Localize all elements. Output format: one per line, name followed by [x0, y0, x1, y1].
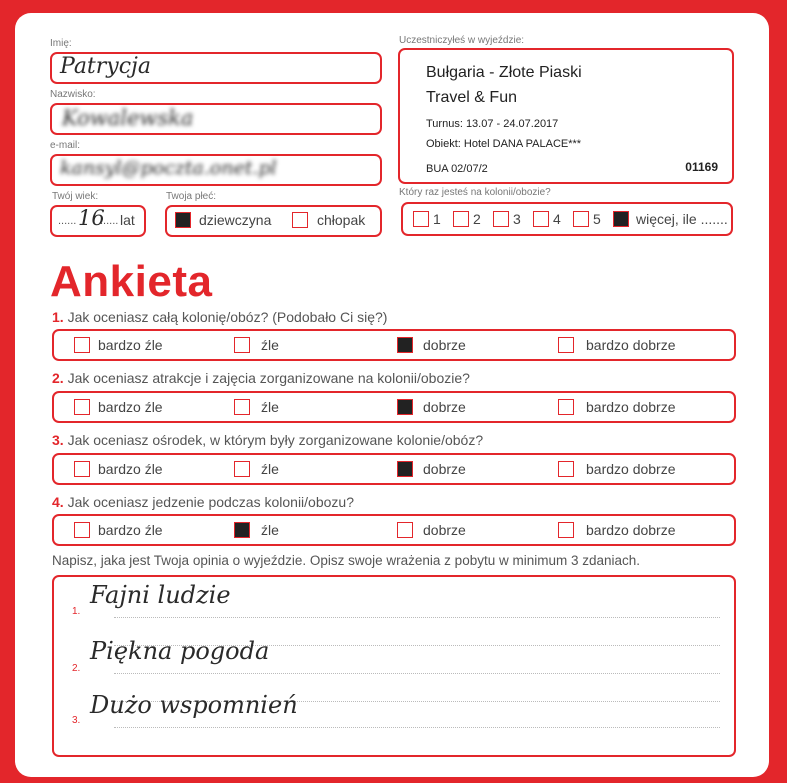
- opinion-line-2-rule: [114, 673, 720, 674]
- opinion-line-3-rule: [114, 727, 720, 728]
- opinion-line-3-number: 3.: [72, 715, 81, 726]
- q3-option-bardzo-dobrze: bardzo dobrze: [586, 461, 676, 477]
- q1-checkbox-dobrze[interactable]: [397, 337, 413, 353]
- name-field[interactable]: [50, 52, 382, 84]
- times-checkbox-5[interactable]: [573, 211, 589, 227]
- q1-option-bardzo-dobrze: bardzo dobrze: [586, 337, 676, 353]
- q4-checkbox-zle[interactable]: [234, 522, 250, 538]
- opinion-line-1-number: 1.: [72, 606, 81, 617]
- q4-checkbox-dobrze[interactable]: [397, 522, 413, 538]
- question-2-text: [52, 370, 470, 386]
- q1-checkbox-zle[interactable]: [234, 337, 250, 353]
- trip-obiekt: Obiekt: Hotel DANA PALACE***: [426, 138, 582, 150]
- age-dots-left: ......: [58, 215, 77, 227]
- times-field: [401, 202, 733, 236]
- age-dots-right: ......: [100, 215, 119, 227]
- age-unit: lat: [120, 212, 135, 228]
- gender-field: [165, 205, 382, 237]
- times-checkbox-4[interactable]: [533, 211, 549, 227]
- trip-info-box: [398, 48, 734, 184]
- q3-checkbox-dobrze[interactable]: [397, 461, 413, 477]
- times-checkbox-more[interactable]: [613, 211, 629, 227]
- times-checkbox-2[interactable]: [453, 211, 469, 227]
- opinion-line-2-text: Piękna pogoda: [90, 637, 270, 665]
- q3-checkbox-bardzo-dobrze[interactable]: [558, 461, 574, 477]
- opinion-line-2-number: 2.: [72, 663, 81, 674]
- q2-checkbox-bardzo-zle[interactable]: [74, 399, 90, 415]
- times-option-4: 4: [553, 211, 561, 227]
- question-4-number: 4.: [52, 494, 64, 510]
- question-2-label: Jak oceniasz atrakcje i zajęcia zorganizowane na kolonii/obozie?: [67, 370, 470, 386]
- opinion-line-1-rule: [114, 617, 720, 618]
- age-field[interactable]: [50, 205, 146, 237]
- opinion-line-1-text: Fajni ludzie: [90, 581, 231, 609]
- question-4-label: Jak oceniasz jedzenie podczas kolonii/obozu?: [67, 494, 354, 510]
- age-label: Twój wiek:: [52, 191, 99, 202]
- question-2-number: 2.: [52, 370, 64, 386]
- trip-code: BUA 02/07/2: [426, 163, 488, 175]
- gender-option-chlopak: chłopak: [317, 212, 366, 228]
- times-label: Który raz jesteś na kolonii/obozie?: [399, 187, 551, 198]
- question-4-text: [52, 494, 354, 510]
- times-option-2: 2: [473, 211, 481, 227]
- q1-option-dobrze: dobrze: [423, 337, 466, 353]
- survey-title: Ankieta: [50, 257, 213, 306]
- surname-field[interactable]: [50, 103, 382, 135]
- q1-option-bardzo-zle: bardzo źle: [98, 337, 163, 353]
- q4-checkbox-bardzo-zle[interactable]: [74, 522, 90, 538]
- trip-turnus: Turnus: 13.07 - 24.07.2017: [426, 118, 559, 130]
- email-value: kansyl@poczta.onet.pl: [60, 157, 277, 179]
- email-label: e-mail:: [50, 140, 81, 151]
- q3-option-zle: źle: [261, 461, 279, 477]
- q3-checkbox-zle[interactable]: [234, 461, 250, 477]
- survey-form: [15, 13, 769, 777]
- question-4-answers: [52, 514, 736, 546]
- times-option-5: 5: [593, 211, 601, 227]
- q4-option-bardzo-zle: bardzo źle: [98, 522, 163, 538]
- q2-option-dobrze: dobrze: [423, 399, 466, 415]
- trip-number: 01169: [685, 160, 718, 174]
- name-value: Patrycja: [60, 54, 151, 79]
- question-3-label: Jak oceniasz ośrodek, w którym były zorganizowane kolonie/obóz?: [67, 432, 484, 448]
- q4-checkbox-bardzo-dobrze[interactable]: [558, 522, 574, 538]
- gender-checkbox-dziewczyna[interactable]: [175, 212, 191, 228]
- times-checkbox-3[interactable]: [493, 211, 509, 227]
- q4-option-zle: źle: [261, 522, 279, 538]
- opinion-box[interactable]: [52, 575, 736, 757]
- times-option-3: 3: [513, 211, 521, 227]
- times-option-1: 1: [433, 211, 441, 227]
- q1-option-zle: źle: [261, 337, 279, 353]
- trip-label: Uczestniczyłeś w wyjeździe:: [399, 35, 525, 46]
- question-1-answers: [52, 329, 736, 361]
- gender-checkbox-chlopak[interactable]: [292, 212, 308, 228]
- question-3-number: 3.: [52, 432, 64, 448]
- times-checkbox-1[interactable]: [413, 211, 429, 227]
- q3-checkbox-bardzo-zle[interactable]: [74, 461, 90, 477]
- q2-checkbox-zle[interactable]: [234, 399, 250, 415]
- trip-organizer: Travel & Fun: [426, 89, 517, 106]
- q2-checkbox-bardzo-dobrze[interactable]: [558, 399, 574, 415]
- q2-option-bardzo-zle: bardzo źle: [98, 399, 163, 415]
- gender-option-dziewczyna: dziewczyna: [199, 212, 272, 228]
- q2-option-zle: źle: [261, 399, 279, 415]
- surname-value: Kowalewska: [62, 106, 194, 130]
- q1-checkbox-bardzo-dobrze[interactable]: [558, 337, 574, 353]
- q4-option-dobrze: dobrze: [423, 522, 466, 538]
- q2-checkbox-dobrze[interactable]: [397, 399, 413, 415]
- opinion-line-3-text: Dużo wspomnień: [90, 691, 298, 719]
- age-value: 16: [78, 206, 105, 230]
- q3-option-bardzo-zle: bardzo źle: [98, 461, 163, 477]
- q3-option-dobrze: dobrze: [423, 461, 466, 477]
- email-field[interactable]: [50, 154, 382, 186]
- q1-checkbox-bardzo-zle[interactable]: [74, 337, 90, 353]
- q2-option-bardzo-dobrze: bardzo dobrze: [586, 399, 676, 415]
- question-1-number: 1.: [52, 309, 64, 325]
- question-1-label: Jak oceniasz całą kolonię/obóz? (Podobało Ci się?): [67, 309, 388, 325]
- trip-destination: Bułgaria - Złote Piaski: [426, 64, 582, 81]
- question-1-text: [52, 309, 387, 325]
- question-3-text: [52, 432, 483, 448]
- name-label: Imię:: [50, 38, 72, 49]
- times-option-more: więcej, ile .......: [636, 211, 728, 227]
- gender-label: Twoja płeć:: [166, 191, 217, 202]
- question-2-answers: [52, 391, 736, 423]
- surname-label: Nazwisko:: [50, 89, 96, 100]
- opinion-prompt: Napisz, jaka jest Twoja opinia o wyjeździe. Opisz swoje wrażenia z pobytu w minimum 3 zdaniach.: [52, 553, 641, 568]
- q4-option-bardzo-dobrze: bardzo dobrze: [586, 522, 676, 538]
- question-3-answers: [52, 453, 736, 485]
